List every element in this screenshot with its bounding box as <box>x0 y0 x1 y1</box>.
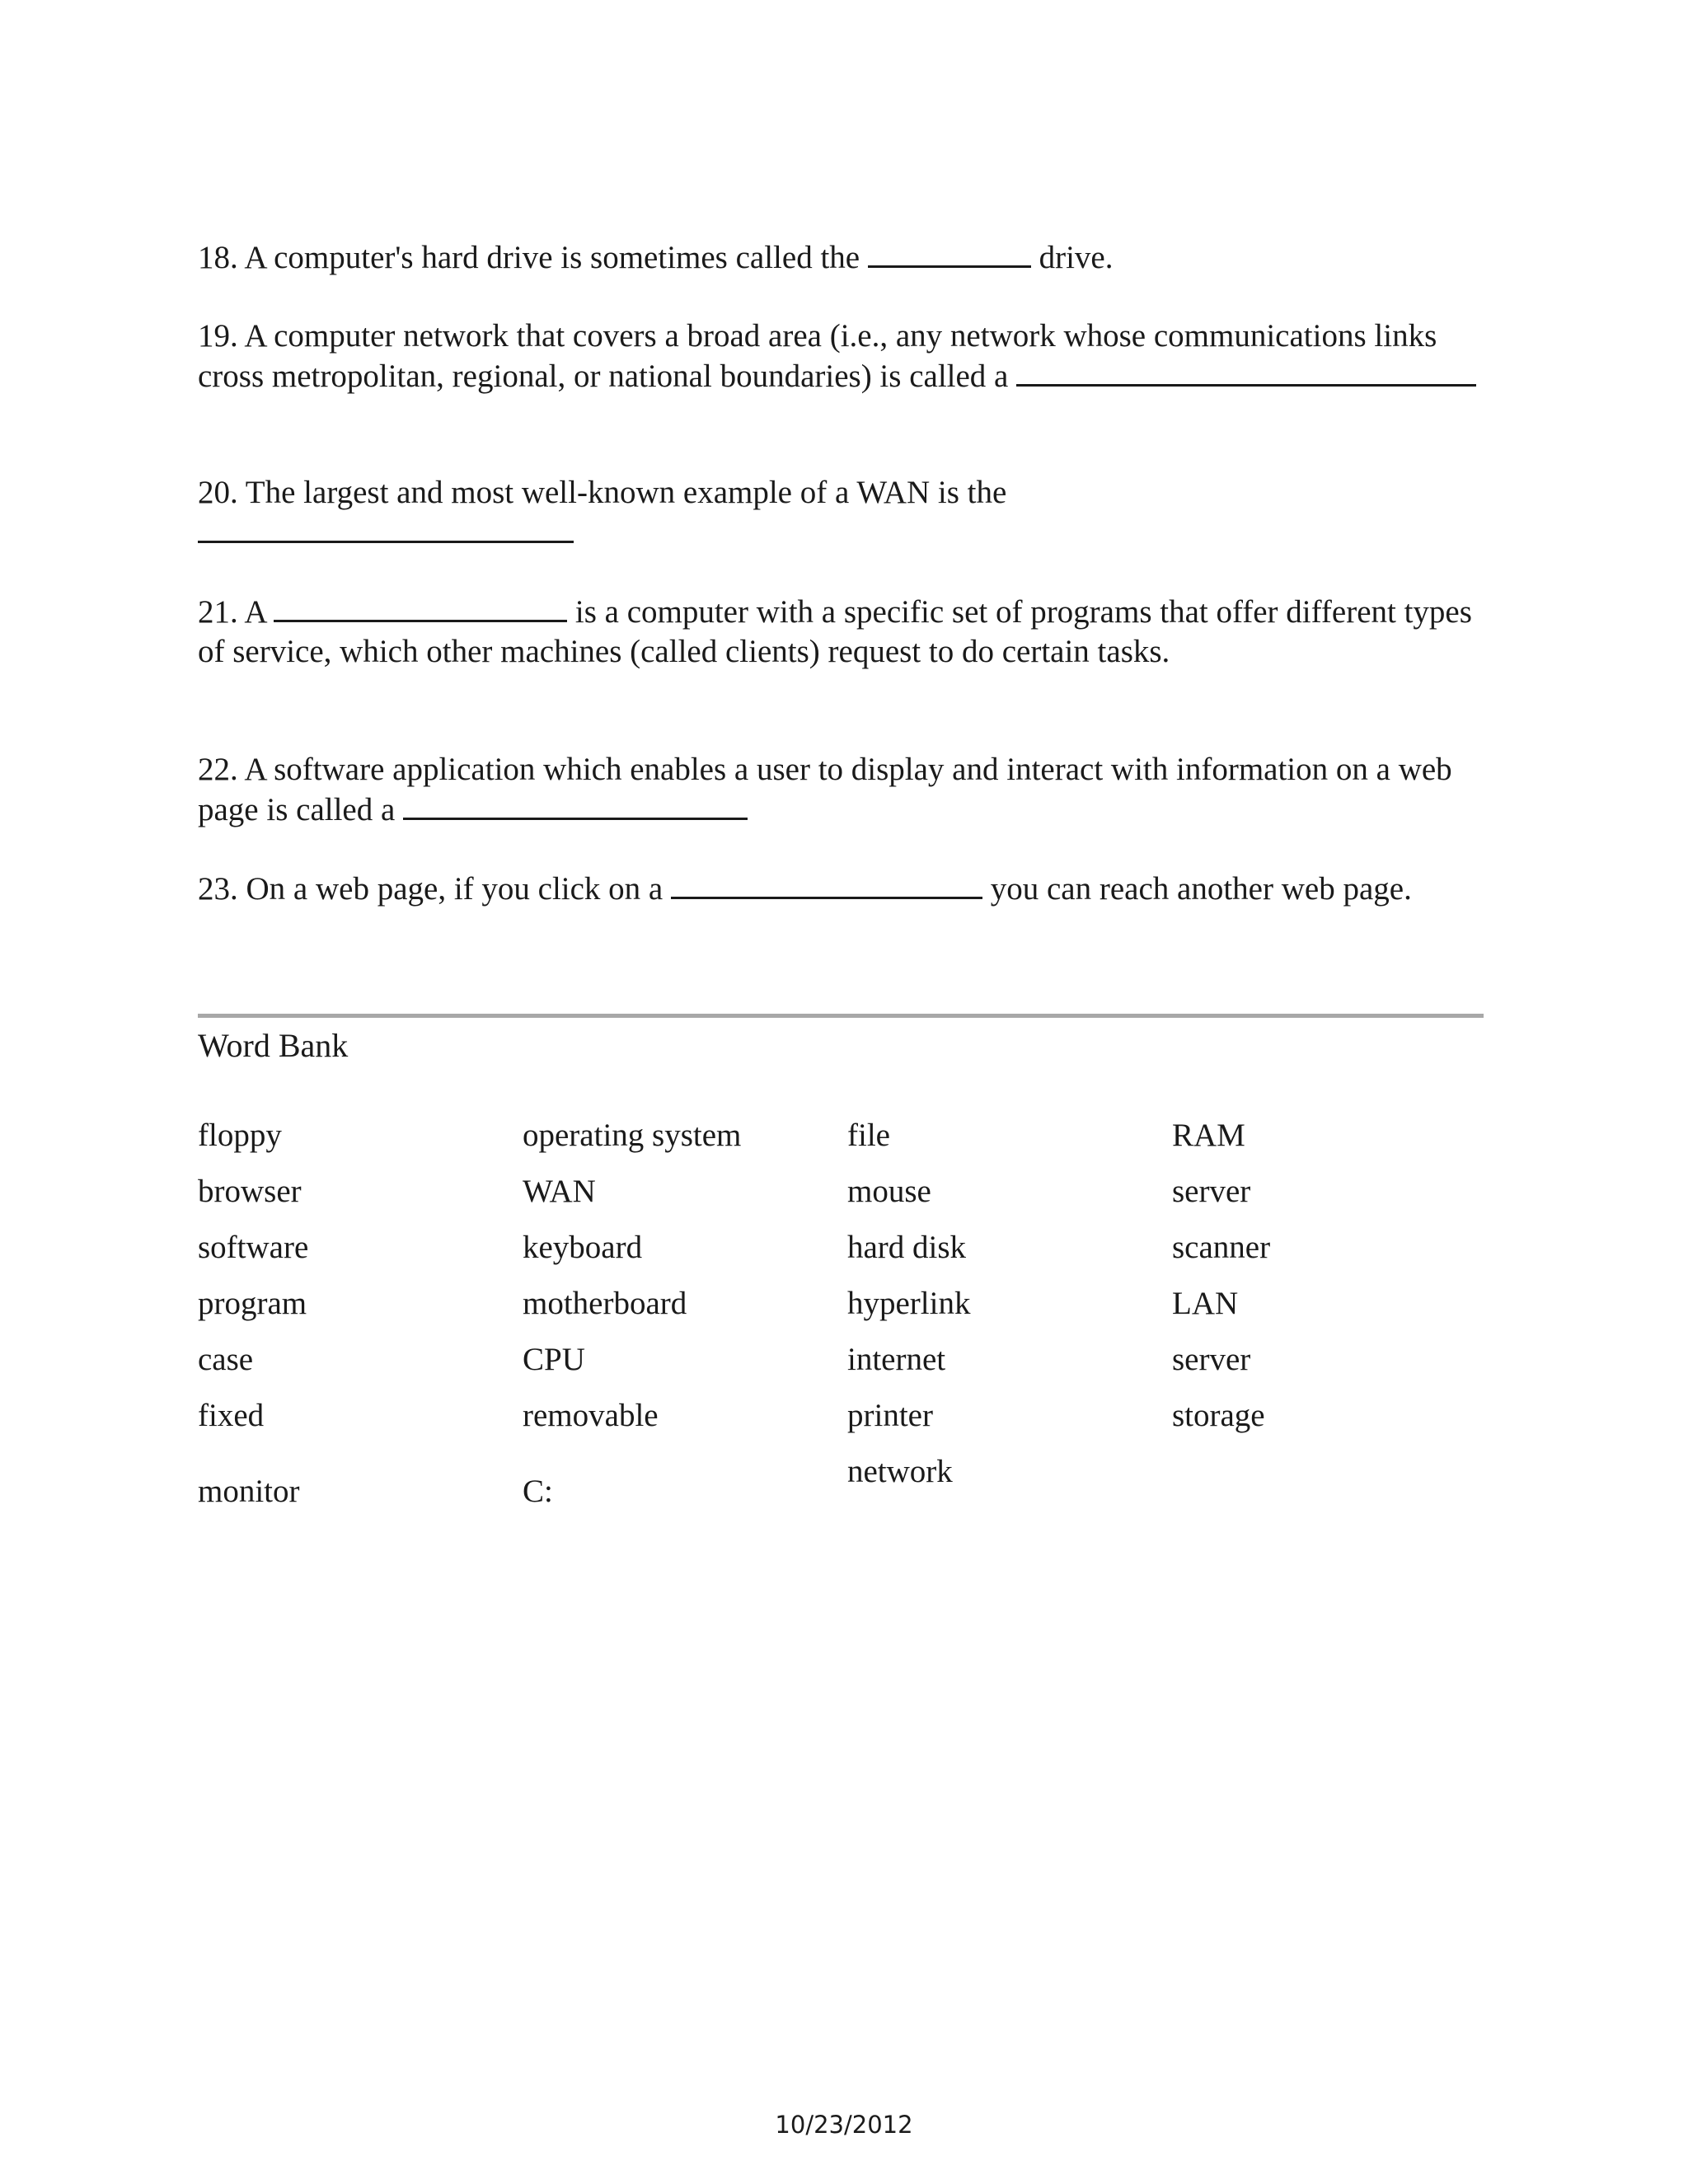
word-bank-item: motherboard <box>523 1286 687 1321</box>
word-bank-item: mouse <box>847 1174 931 1209</box>
word-bank-item: printer <box>847 1398 933 1433</box>
question-23-blank <box>671 869 982 899</box>
word-bank-item: internet <box>847 1342 946 1377</box>
footer-date: 10/23/2012 <box>775 2111 913 2139</box>
question-21 <box>198 592 1484 672</box>
section-divider <box>198 1014 1484 1018</box>
question-22-text: 22. A software application which enables a user to display and interact with information on a web page is called a <box>198 752 1452 827</box>
word-bank-item: browser <box>198 1174 302 1209</box>
question-23-text-start: 23. On a web page, if you click on a <box>198 871 671 907</box>
question-21-text-start: 21. A <box>198 594 274 630</box>
word-bank-item: keyboard <box>523 1230 643 1265</box>
question-18-text-end: drive. <box>1030 240 1114 275</box>
question-20-text: 20. The largest and most well-known example of a WAN is the <box>198 475 1007 510</box>
word-bank-item: software <box>198 1230 309 1265</box>
question-18-blank <box>868 237 1031 268</box>
question-22-blank <box>403 790 748 820</box>
question-19-blank <box>1016 356 1476 387</box>
word-bank-item: LAN <box>1172 1286 1239 1321</box>
question-21-text-end: is a computer with a specific set of programs that offer different types of service, which other machines (called clients) request to do certain tasks. <box>198 594 1472 669</box>
word-bank-title: Word Bank <box>198 1027 349 1064</box>
word-bank-item: server <box>1172 1174 1251 1209</box>
word-bank-item: removable <box>523 1398 659 1433</box>
word-bank-item: file <box>847 1118 890 1153</box>
question-23 <box>198 869 1484 909</box>
word-bank-item: WAN <box>523 1174 596 1209</box>
word-bank-item: fixed <box>198 1398 265 1433</box>
question-21-blank <box>274 592 567 622</box>
question-20-blank <box>198 513 574 543</box>
word-bank-item: operating system <box>523 1118 742 1153</box>
word-bank-item: storage <box>1172 1398 1265 1433</box>
question-22 <box>198 750 1484 830</box>
word-bank-item: CPU <box>523 1342 585 1377</box>
question-20 <box>198 473 1484 553</box>
word-bank-item: floppy <box>198 1118 282 1153</box>
word-bank-item: network <box>847 1454 953 1489</box>
question-23-text-end: you can reach another web page. <box>982 871 1412 907</box>
word-bank-item: C: <box>523 1474 553 1509</box>
question-18 <box>198 237 1484 278</box>
word-bank-item: server <box>1172 1342 1251 1377</box>
word-bank-item: scanner <box>1172 1230 1271 1265</box>
question-19 <box>198 316 1484 396</box>
word-bank-item: hyperlink <box>847 1286 971 1321</box>
word-bank-item: hard disk <box>847 1230 967 1265</box>
word-bank-item: program <box>198 1286 307 1321</box>
question-18-text-start: 18. A computer's hard drive is sometimes called the <box>198 240 868 275</box>
question-19-text: 19. A computer network that covers a broad area (i.e., any network whose communications links cross metropolitan, regional, or national boundaries) is called a <box>198 318 1437 394</box>
word-bank-item: monitor <box>198 1474 300 1509</box>
word-bank-item: case <box>198 1342 254 1377</box>
word-bank-item: RAM <box>1172 1118 1245 1153</box>
